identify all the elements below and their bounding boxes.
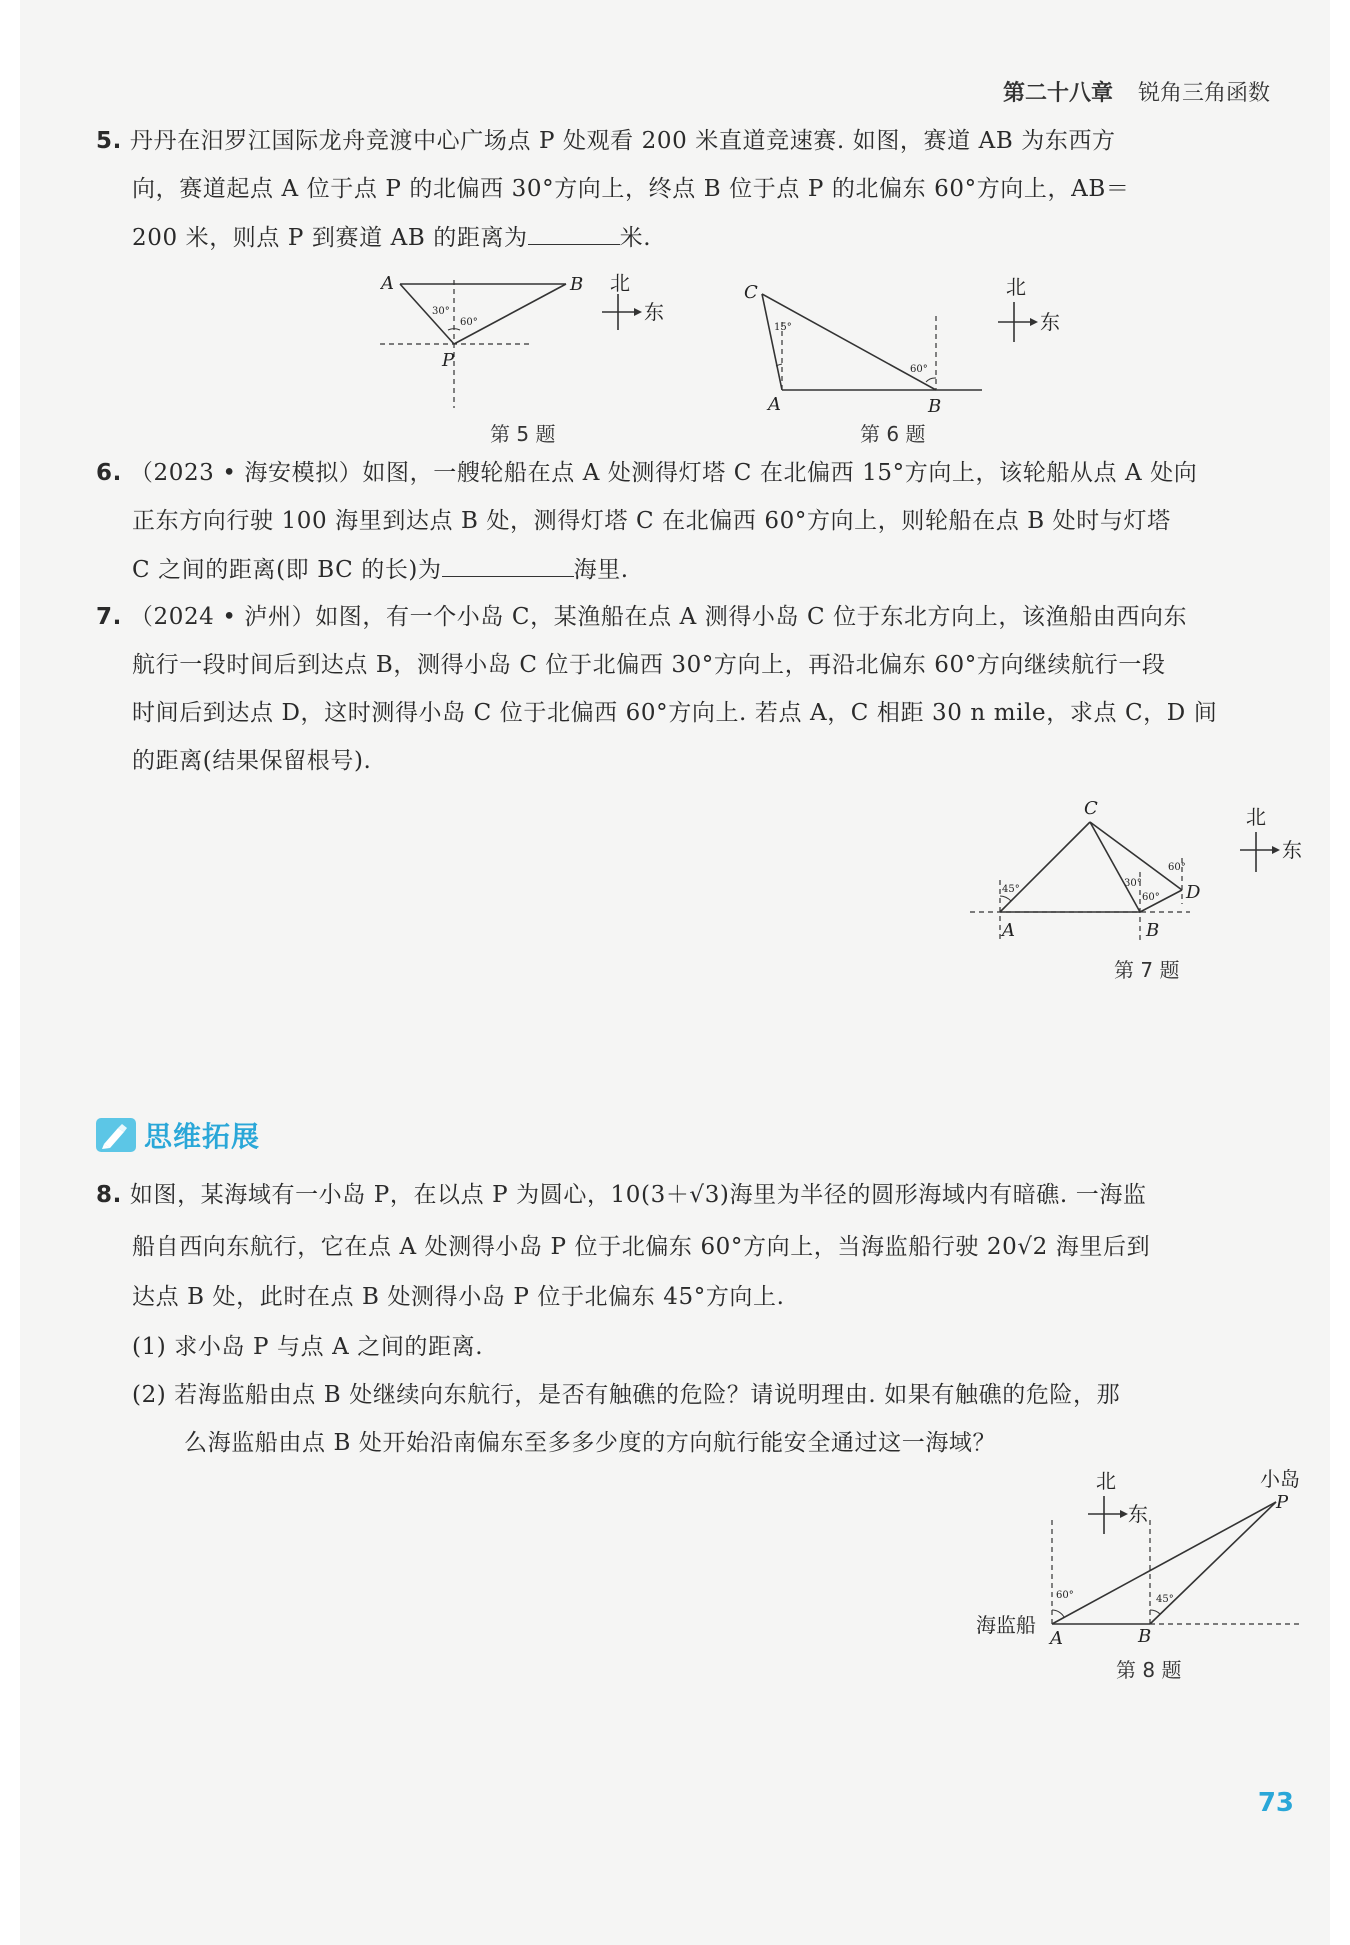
label-a: A [381, 273, 394, 294]
problem-text: 米. [619, 225, 652, 251]
island-label: 小岛 [1260, 1467, 1300, 1491]
problem-text: （2023 • 海安模拟）如图，一艘轮船在点 A 处测得灯塔 C 在北偏西 15°方向上，该轮船从点 A 处向 [129, 460, 1198, 486]
problem-8-sub-2a: (2) 若海监船由点 B 处继续向东航行，是否有触礁的危险？请说明理由. 如果有触礁的危险，那 [132, 1382, 1121, 1408]
label-c: C [744, 282, 758, 303]
figure-6-caption: 第 6 题 [860, 422, 926, 446]
problem-8-line-2: 船自西向东航行，它在点 A 处测得小岛 P 位于北偏东 60°方向上，当海监船行驶 20√2 海里后到 [132, 1234, 1151, 1260]
figure-6 [732, 268, 1072, 418]
problem-5-line-1 [96, 126, 1116, 156]
angle-arc-a [1000, 896, 1011, 901]
angle-60-d: 60° [1168, 862, 1186, 873]
segment-bp [1150, 1502, 1276, 1624]
label-d: D [1186, 882, 1201, 903]
problem-6-line-1 [96, 458, 1197, 488]
segment-bp [454, 284, 566, 344]
problem-number: 7. [96, 604, 122, 630]
problem-7-line-4: 的距离(结果保留根号). [132, 748, 372, 774]
north-label: 北 [1246, 805, 1266, 829]
segment-cb [762, 294, 936, 390]
label-p: P [1276, 1492, 1289, 1513]
label-a: A [1002, 920, 1015, 941]
problem-8-line-1 [96, 1180, 1147, 1210]
segment-ac [1000, 822, 1090, 912]
figure-8-caption: 第 8 题 [1116, 1658, 1182, 1682]
angle-30: 30° [432, 306, 450, 317]
figure-5 [380, 268, 680, 418]
problem-8-line-3: 达点 B 处，此时在点 B 处测得小岛 P 位于北偏东 45°方向上. [132, 1284, 785, 1310]
problem-number: 5. [96, 128, 122, 154]
label-b: B [1138, 1626, 1152, 1647]
figure-5-caption: 第 5 题 [490, 422, 556, 446]
chapter-title: 锐角三角函数 [1137, 81, 1270, 106]
compass-icon [1240, 805, 1302, 872]
angle-arc-b [1150, 1610, 1160, 1614]
compass-icon [1088, 1469, 1148, 1534]
problem-text: C 之间的距离(即 BC 的长)为 [132, 557, 442, 583]
angle-45: 45° [1156, 1594, 1174, 1605]
section-header [96, 1115, 260, 1155]
segment-ap [1052, 1502, 1276, 1624]
east-label: 东 [1128, 1502, 1148, 1526]
segment-ca [762, 294, 782, 390]
label-a: A [768, 394, 781, 415]
problem-number: 6. [96, 460, 122, 486]
angle-60: 60° [460, 317, 478, 328]
figure-8 [970, 1460, 1310, 1650]
angle-45: 45° [1002, 884, 1020, 895]
compass-icon [998, 275, 1060, 342]
angle-30: 30° [1124, 878, 1142, 889]
angle-60: 60° [1056, 1590, 1074, 1601]
answer-blank[interactable] [528, 222, 620, 245]
problem-5-line-2: 向，赛道起点 A 位于点 P 的北偏西 30°方向上，终点 B 位于点 P 的北偏东 60°方向上，AB＝ [132, 176, 1130, 202]
problem-6-line-3 [132, 554, 629, 585]
label-p: P [442, 350, 455, 371]
label-b: B [928, 396, 942, 417]
problem-7-line-2: 航行一段时间后到达点 B，测得小岛 C 位于北偏西 30°方向上，再沿北偏东 60°方向继续航行一段 [132, 652, 1166, 678]
angle-60-b: 60° [1142, 892, 1160, 903]
angle-arc-a [1052, 1610, 1064, 1617]
problem-text: （2024 • 泸州）如图，有一个小岛 C，某渔船在点 A 测得小岛 C 位于东北方向上，该渔船由西向东 [129, 604, 1188, 630]
figure-7-caption: 第 7 题 [1114, 958, 1180, 982]
ship-label: 海监船 [976, 1613, 1036, 1637]
pencil-book-icon [96, 1118, 136, 1152]
segment-cb [1090, 822, 1140, 912]
label-b: B [1146, 920, 1160, 941]
east-label: 东 [1282, 838, 1302, 862]
label-b: B [570, 274, 584, 295]
section-title: 思维拓展 [144, 1120, 261, 1153]
page-header [1003, 76, 1270, 107]
problem-7-line-1 [96, 602, 1187, 632]
problem-8-sub-2b: 么海监船由点 B 处开始沿南偏东至多多少度的方向航行能安全通过这一海域？ [184, 1430, 997, 1456]
problem-7-line-3: 时间后到达点 D，这时测得小岛 C 位于北偏西 60°方向上. 若点 A，C 相距 30 n mile，求点 C，D 间 [132, 700, 1218, 726]
problem-text: 丹丹在汨罗江国际龙舟竞渡中心广场点 P 处观看 200 米直道竞速赛. 如图，赛道 AB 为东西方 [129, 128, 1116, 154]
problem-number: 8. [96, 1182, 122, 1208]
chapter-label: 第二十八章 [1002, 81, 1113, 106]
north-label: 北 [610, 271, 630, 295]
label-a: A [1050, 1628, 1063, 1649]
problem-8-sub-1: (1) 求小岛 P 与点 A 之间的距离. [132, 1334, 484, 1360]
problem-text: 200 米，则点 P 到赛道 AB 的距离为 [132, 225, 528, 251]
problem-6-line-2: 正东方向行驶 100 海里到达点 B 处，测得灯塔 C 在北偏西 60°方向上，则轮船在点 B 处时与灯塔 [132, 508, 1171, 534]
page [20, 0, 1330, 1945]
compass-icon [602, 271, 664, 330]
angle-60: 60° [910, 364, 928, 375]
east-label: 东 [1040, 310, 1060, 334]
figure-7 [970, 788, 1310, 948]
page-number: 73 [1257, 1788, 1294, 1818]
north-label: 北 [1096, 1469, 1116, 1493]
problem-5-line-3 [132, 222, 651, 253]
problem-text: 如图，某海域有一小岛 P，在以点 P 为圆心，10(3＋√3)海里为半径的圆形海域内有暗礁. 一海监 [129, 1182, 1147, 1208]
angle-15: 15° [774, 322, 792, 333]
label-c: C [1084, 798, 1098, 819]
problem-text: 海里. [573, 557, 629, 583]
answer-blank[interactable] [442, 554, 574, 577]
east-label: 东 [644, 300, 664, 324]
angle-arc-b [926, 378, 936, 382]
north-label: 北 [1006, 275, 1026, 299]
